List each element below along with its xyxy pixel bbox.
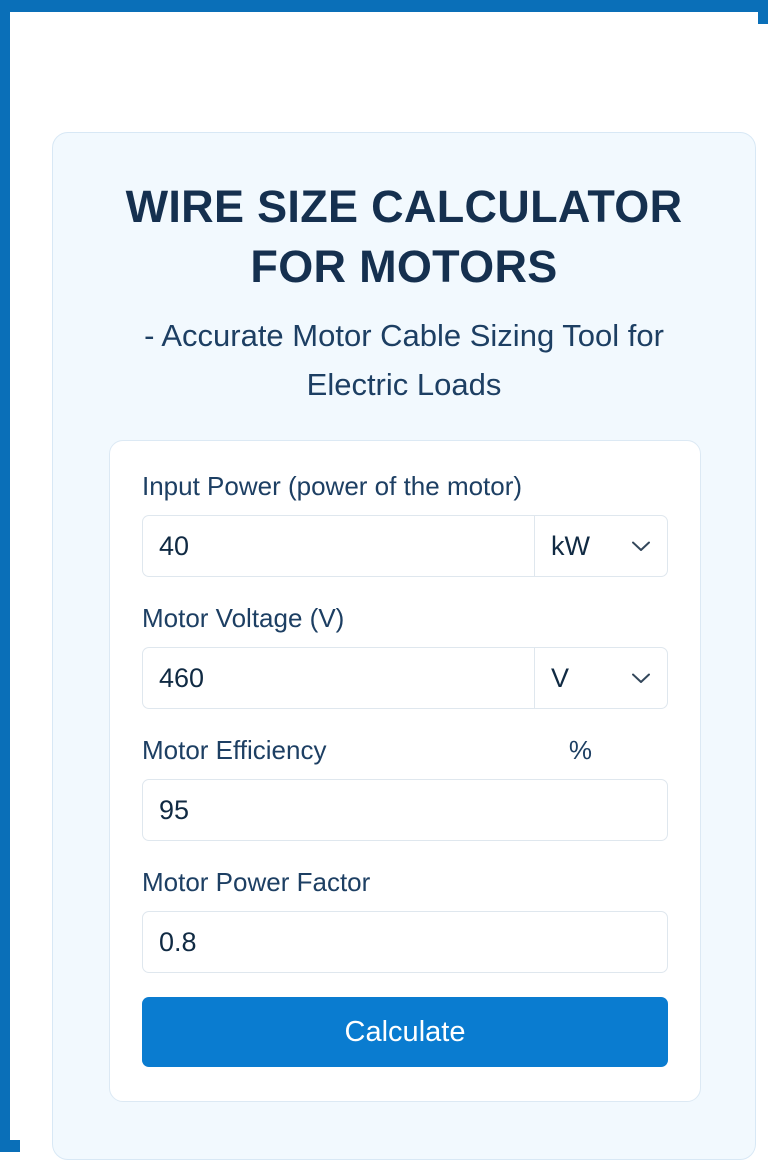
input-power-label: Input Power (power of the motor) (142, 471, 523, 501)
motor-efficiency-unit: % (568, 735, 592, 765)
motor-voltage-field[interactable] (142, 647, 534, 709)
calculate-button[interactable]: Calculate (142, 997, 668, 1067)
motor-voltage-unit-select[interactable] (534, 647, 668, 709)
page-subtitle: - Accurate Motor Cable Sizing Tool for Electric Loads (144, 318, 664, 402)
input-power-unit-select[interactable] (534, 515, 668, 577)
page-title: WIRE SIZE CALCULATOR FOR MOTORS (125, 181, 683, 292)
motor-power-factor-label: Motor Power Factor (142, 867, 371, 897)
motor-power-factor-field[interactable] (142, 911, 668, 973)
motor-power-factor-row (142, 911, 668, 973)
input-power-row (142, 515, 668, 577)
input-power-field[interactable] (142, 515, 534, 577)
wire-size-calculator-card (52, 132, 756, 1160)
page-background (20, 24, 768, 1152)
motor-efficiency-row (142, 779, 668, 841)
motor-efficiency-label: Motor Efficiency (142, 735, 327, 765)
input-power-unit-wrap (534, 515, 668, 577)
motor-efficiency-label-row (142, 733, 668, 767)
calculator-form (109, 440, 701, 1102)
motor-efficiency-field[interactable] (142, 779, 668, 841)
motor-voltage-unit-wrap (534, 647, 668, 709)
motor-voltage-row (142, 647, 668, 709)
motor-voltage-label: Motor Voltage (V) (142, 603, 345, 633)
